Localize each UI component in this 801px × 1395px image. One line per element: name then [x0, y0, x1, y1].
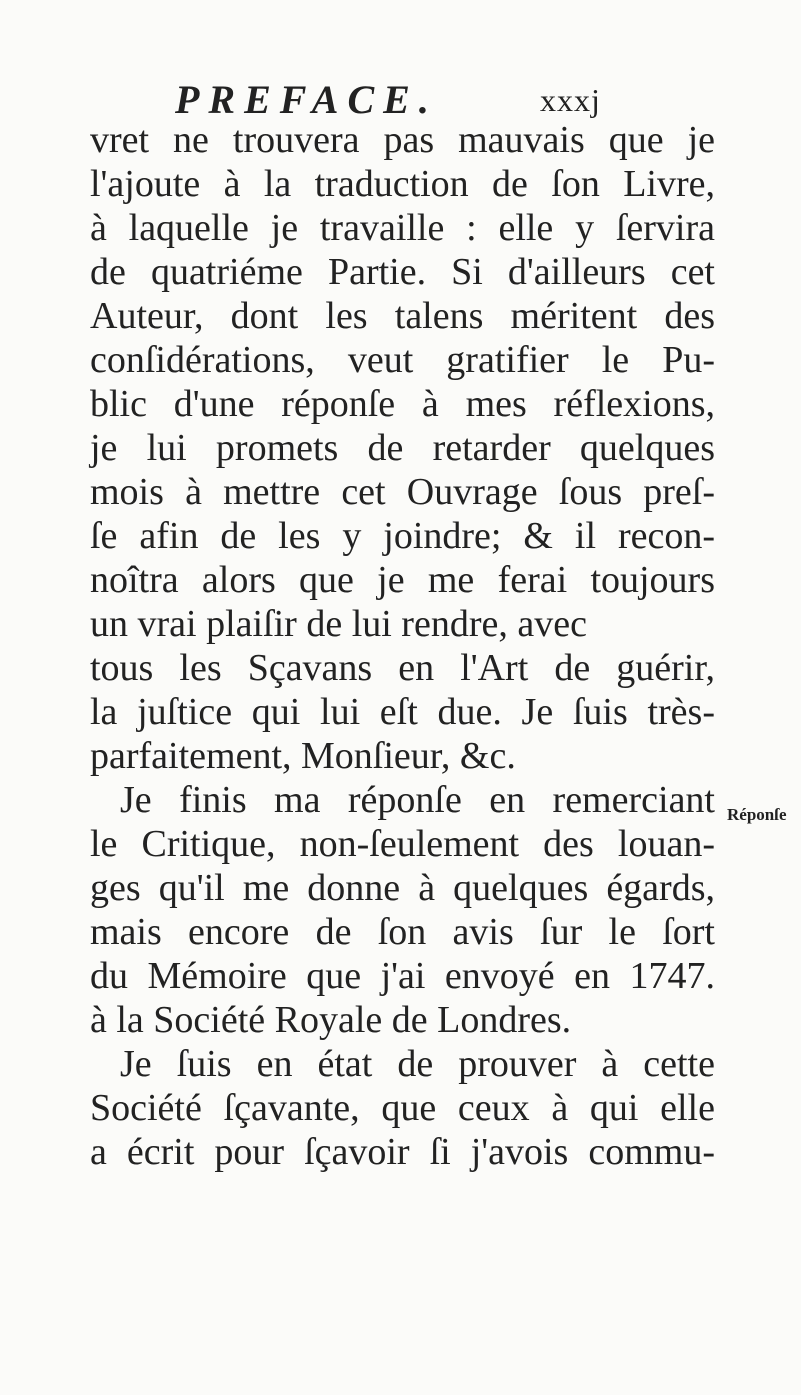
text-line: Société ſçavante, que ceux à qui elle [90, 1087, 715, 1129]
text-line: Auteur, dont les talens méritent des [90, 295, 715, 337]
text-line: Je finis ma réponſe en remerciant [120, 779, 715, 821]
text-line: la juſtice qui lui eſt due. Je ſuis très- [90, 691, 715, 733]
text-line: vret ne trouvera pas mauvais que je [90, 119, 715, 161]
text-line: mois à mettre cet Ouvrage ſous preſ- [90, 471, 715, 513]
text-line: blic d'une réponſe à mes réflexions, [90, 383, 715, 425]
text-line: le Critique, non-ſeulement des louan- [90, 823, 715, 865]
text-line: l'ajoute à la traduction de ſon Livre, [90, 163, 715, 205]
running-title: PREFACE. [175, 77, 438, 122]
text-line: a écrit pour ſçavoir ſi j'avois commu- [90, 1131, 715, 1173]
text-line: conſidérations, veut gratifier le Pu- [90, 339, 715, 381]
text-line: à la Société Royale de Londres. [90, 999, 572, 1041]
text-line: de quatriéme Partie. Si d'ailleurs cet [90, 251, 715, 293]
text-line: du Mémoire que j'ai envoyé en 1747. [90, 955, 715, 997]
text-line: tous les Sçavans en l'Art de guérir, [90, 647, 715, 689]
margin-note: Réponſe [727, 805, 787, 824]
text-line: un vrai plaiſir de lui rendre, avec [90, 603, 587, 645]
text-line: Je ſuis en état de prouver à cette [120, 1043, 715, 1085]
text-line: mais encore de ſon avis ſur le ſort [90, 911, 715, 953]
text-line: à laquelle je travaille : elle y ſervira [90, 207, 715, 249]
text-line: ſe afin de les y joindre; & il recon- [90, 515, 715, 557]
text-line: parfaitement, Monſieur, &c. [90, 735, 516, 777]
text-line: je lui promets de retarder quelques [90, 427, 715, 469]
page-number: xxxj [540, 82, 601, 118]
text-line: noîtra alors que je me ferai toujours [90, 559, 715, 601]
text-line: ges qu'il me donne à quelques égards, [90, 867, 715, 909]
